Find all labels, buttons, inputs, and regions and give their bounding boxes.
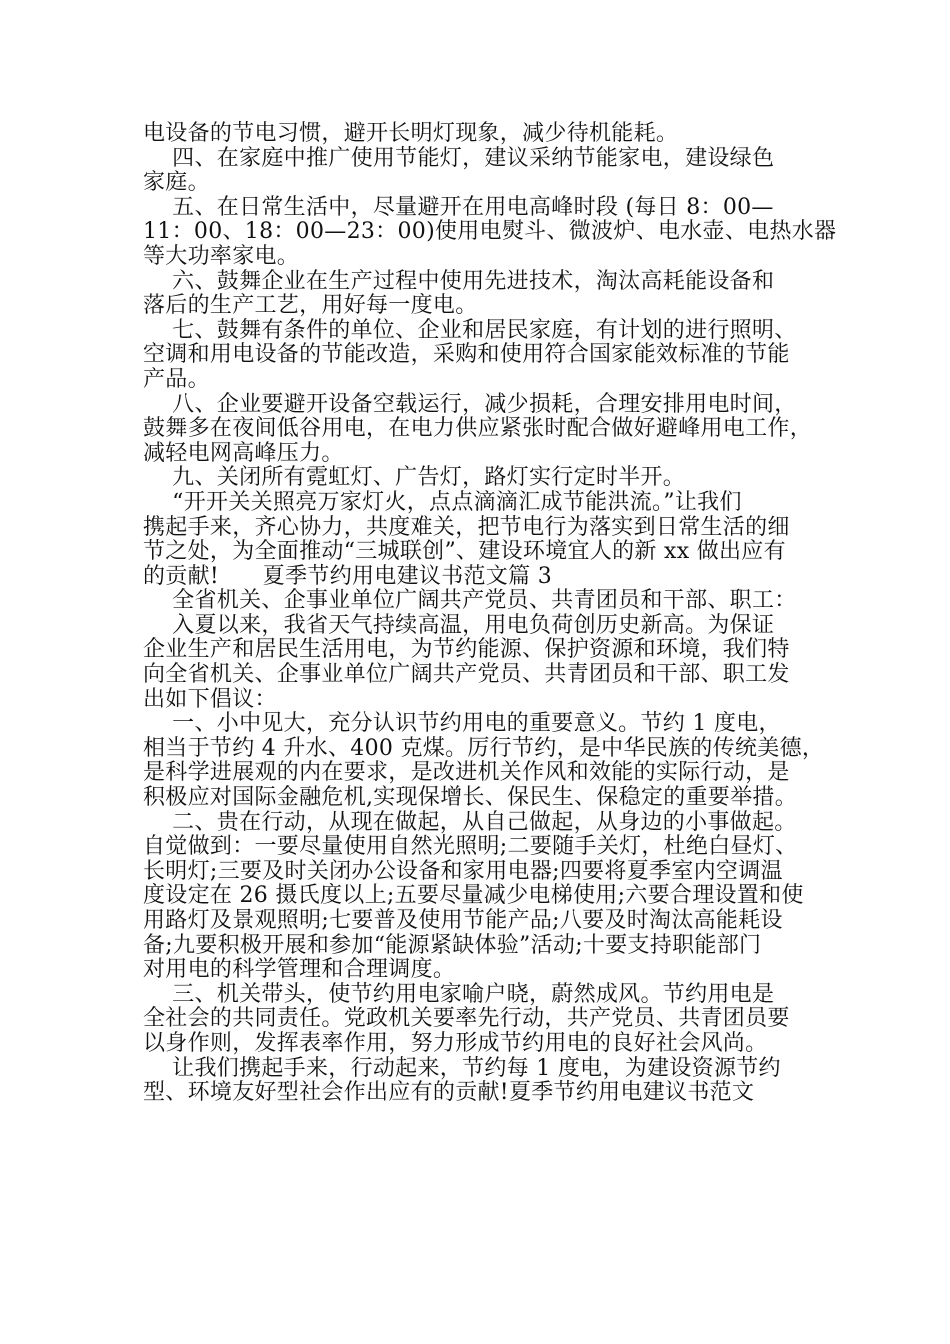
text-line: 等大功率家电。 xyxy=(143,243,300,269)
text-line: 八、企业要避开设备空载运行，减少损耗，合理安排用电时间， xyxy=(143,391,797,417)
text-line: 对用电的科学管理和合理调度。 xyxy=(143,957,456,983)
text-line: 空调和用电设备的节能改造，采购和使用符合国家能效标准的节能 xyxy=(143,342,790,368)
text-line: 鼓舞多在夜间低谷用电，在电力供应紧张时配合做好避峰用电工作， xyxy=(143,416,813,442)
text-line: 向全省机关、企事业单位广阔共产党员、共青团员和干部、职工发 xyxy=(143,662,790,688)
text-line: 全省机关、企事业单位广阔共产党员、共青团员和干部、职工： xyxy=(143,588,797,614)
text-line: “开开关关照亮万家灯火，点点滴滴汇成节能洪流。”让我们 xyxy=(143,489,742,515)
text-line: 减轻电网高峰压力。 xyxy=(143,440,344,466)
text-line: 企业生产和居民生活用电，为节约能源、保护资源和环境，我们特 xyxy=(143,637,790,663)
text-line: 11：00、18：00—23：00)使用电熨斗、微波炉、电水壶、电热水器 xyxy=(143,219,837,245)
text-line: 二、贵在行动，从现在做起，从自己做起，从身边的小事做起。 xyxy=(143,809,797,835)
text-line: 长明灯;三要及时关闭办公设备和家用电器;四要将夏季室内空调温 xyxy=(143,858,783,884)
text-line: 相当于节约 4 升水、400 克煤。厉行节约，是中华民族的传统美德， xyxy=(143,735,825,761)
text-line: 电设备的节电习惯，避开长明灯现象，减少待机能耗。 xyxy=(143,121,679,146)
text-line: 积极应对国际金融危机,实现保增长、保民生、保稳定的重要举措。 xyxy=(143,785,797,811)
text-line: 入夏以来，我省天气持续高温，用电负荷创历史新高。为保证 xyxy=(143,612,775,638)
text-line: 六、鼓舞企业在生产过程中使用先进技术，淘汰高耗能设备和 xyxy=(143,268,775,294)
text-line: 以身作则，发挥表率作用，努力形成节约用电的良好社会风尚。 xyxy=(143,1030,768,1056)
text-line: 四、在家庭中推广使用节能灯，建议采纳节能家电，建设绿色 xyxy=(143,145,775,171)
text-line: 度设定在 26 摄氏度以上;五要尽量减少电梯使用;六要合理设置和使 xyxy=(143,883,804,909)
text-line: 五、在日常生活中，尽量避开在用电高峰时段 (每日 8：00— xyxy=(143,194,774,220)
text-line: 出如下倡议： xyxy=(143,686,277,712)
text-line: 落后的生产工艺，用好每一度电。 xyxy=(143,293,478,319)
text-line: 产品。 xyxy=(143,366,210,392)
text-line: 家庭。 xyxy=(143,170,210,196)
text-line: 七、鼓舞有条件的单位、企业和居民家庭，有计划的进行照明、 xyxy=(143,317,797,343)
text-line: 型、环境友好型社会作出应有的贡献!夏季节约用电建议书范文 xyxy=(143,1080,755,1106)
text-line: 是科学进展观的内在要求，是改进机关作风和效能的实际行动，是 xyxy=(143,760,790,786)
document-page xyxy=(143,121,837,1106)
text-line: 的贡献! 夏季节约用电建议书范文篇 3 xyxy=(143,563,552,589)
text-line: 携起手来，齐心协力，共度难关，把节电行为落实到日常生活的细 xyxy=(143,514,790,540)
text-line: 用路灯及景观照明;七要普及使用节能产品;八要及时淘汰高能耗设 xyxy=(143,908,783,933)
text-line: 全社会的共同责任。党政机关要率先行动，共产党员、共青团员要 xyxy=(143,1006,790,1032)
text-line: 节之处，为全面推动“三城联创”、建设环境宜人的新 xx 做出应有 xyxy=(143,539,786,565)
text-line: 备;九要积极开展和参加“能源紧缺体验”活动;十要支持职能部门 xyxy=(143,932,762,958)
text-line: 九、关闭所有霓虹灯、广告灯，路灯实行定时半开。 xyxy=(143,465,686,491)
text-line: 让我们携起手来，行动起来，节约每 1 度电，为建设资源节约 xyxy=(143,1055,781,1081)
text-line: 三、机关带头，使节约用电家喻户晓，蔚然成风。节约用电是 xyxy=(143,981,775,1007)
text-line: 自觉做到：一要尽量使用自然光照明;二要随手关灯，杜绝白昼灯、 xyxy=(143,834,798,860)
text-line: 一、小中见大，充分认识节约用电的重要意义。节约 1 度电， xyxy=(143,711,781,737)
